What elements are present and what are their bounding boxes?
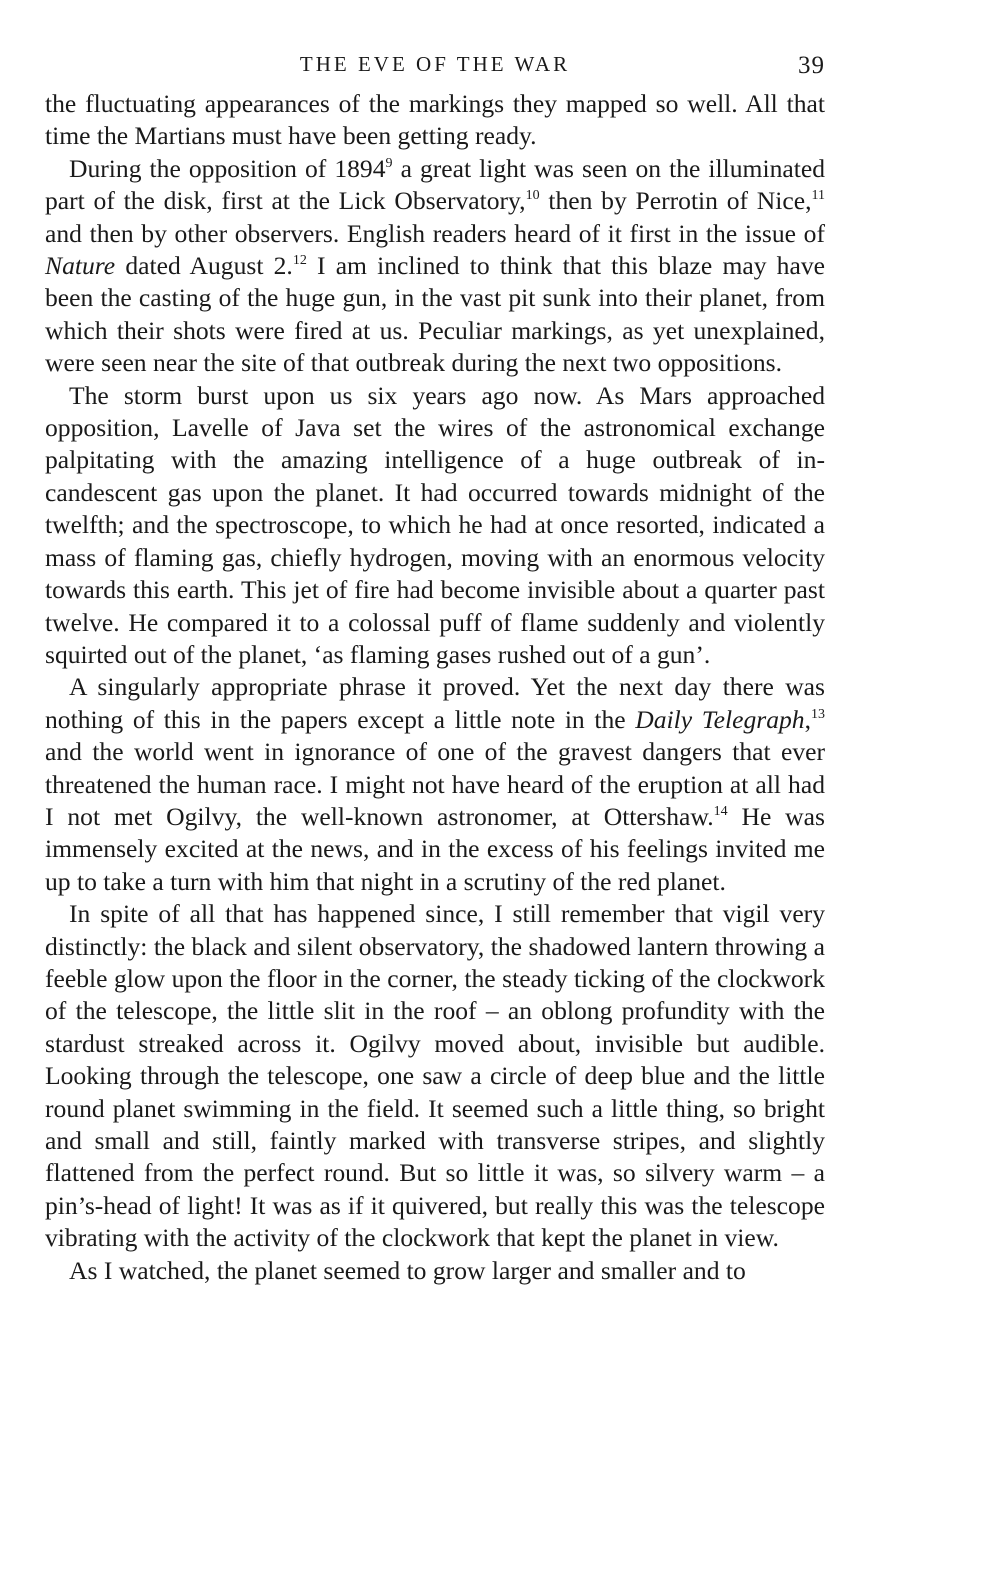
footnote-ref-12: 12 (292, 253, 307, 269)
footnote-ref-9: 9 (385, 156, 393, 172)
paragraph-3: The storm burst upon us six years ago now. As Mars approached opposition, Lavelle of Java set the wires of the astronomical exchange palpitating with the amazing intelligence of a huge outbreak of incandescent gas upon the planet. It had occurred towards midnight of the twelfth; and the spectroscope, to which he had at once resorted, indicated a mass of flaming gas, chiefly hydrogen, moving with an enormous velocity towards this earth. This jet of fire had become invisible about a quarter past twelve. He compared it to a colossal puff of flame suddenly and violently squirted out of the planet, ‘as flaming gases rushed out of a gun’. (45, 380, 825, 669)
footnote-ref-11: 11 (811, 188, 825, 204)
text-run: dated August 2. (115, 251, 293, 281)
body-text (45, 88, 825, 1287)
text-run: During the opposition of 1894 (69, 153, 386, 183)
text-run: then by Perrotin of Nice, (539, 186, 812, 216)
paragraph-5: In spite of all that has happened since, I still remember that vigil very distinctly: the black and silent observatory, the shadowed lantern throwing a feeble glow upon the floor in the corner, the steady ticking of the clockwork of the telescope, the little slit in the roof – an oblong profundity with the stardust streaked across it. Ogilvy moved about, invisible but audible. Looking through the telescope, one saw a circle of deep blue and the little round planet swimming in the field. It seemed such a little thing, so bright and small and still, faintly marked with transverse stripes, and slightly flattened from the perfect round. But so little it was, so silvery warm – a pin’s-head of light! It was as if it quivered, but really this was the telescope vibrating with the activity of the clockwork that kept the planet in view. (45, 899, 825, 1253)
text-run: and the world went in ignorance of one of the gravest dangers that ever threatened the human race. I might not have heard of the eruption at all had I not met Ogilvy, the well-known astronomer, at Ottershaw. (45, 737, 825, 831)
running-title: THE EVE OF THE WAR (299, 52, 571, 76)
text-run: and then by other observers. English readers heard of it first in the issue of (45, 218, 825, 248)
paragraph-4 (45, 671, 825, 898)
text-run: a great light was seen on the illuminated part of the disk, first at the Lick Observatory, (45, 153, 826, 216)
text-run: He was immensely excited at the news, and in the excess of his feelings invited me up to take a turn with him that night in a scrutiny of the red planet. (45, 801, 825, 896)
paragraph-2 (45, 153, 825, 380)
footnote-ref-14: 14 (713, 804, 728, 820)
text-run: , (804, 704, 812, 734)
footnote-ref-13: 13 (811, 706, 826, 722)
text-run: I am inclined to think that this blaze may have been the casting of the huge gun, in the vast pit sunk into their planet, from which their shots were fired at us. Peculiar markings, as yet unexplained, were seen near the site of that outbreak during the next two oppositions. (45, 251, 825, 378)
text-run: A singularly appropriate phrase it proved. Yet the next day there was nothing of this in the papers except a little note in the (45, 672, 825, 734)
page-number: 39 (798, 52, 825, 79)
italic-title: Nature (45, 251, 116, 281)
paragraph-6: As I watched, the planet seemed to grow larger and smaller and to (69, 1255, 746, 1285)
paragraph-1: the fluctuating appearances of the markings they mapped so well. All that time the Martians must have been getting ready. (45, 89, 825, 151)
running-header (45, 48, 825, 88)
book-page (45, 48, 825, 1287)
italic-title: Daily Telegraph (635, 704, 805, 734)
footnote-ref-10: 10 (525, 188, 540, 204)
